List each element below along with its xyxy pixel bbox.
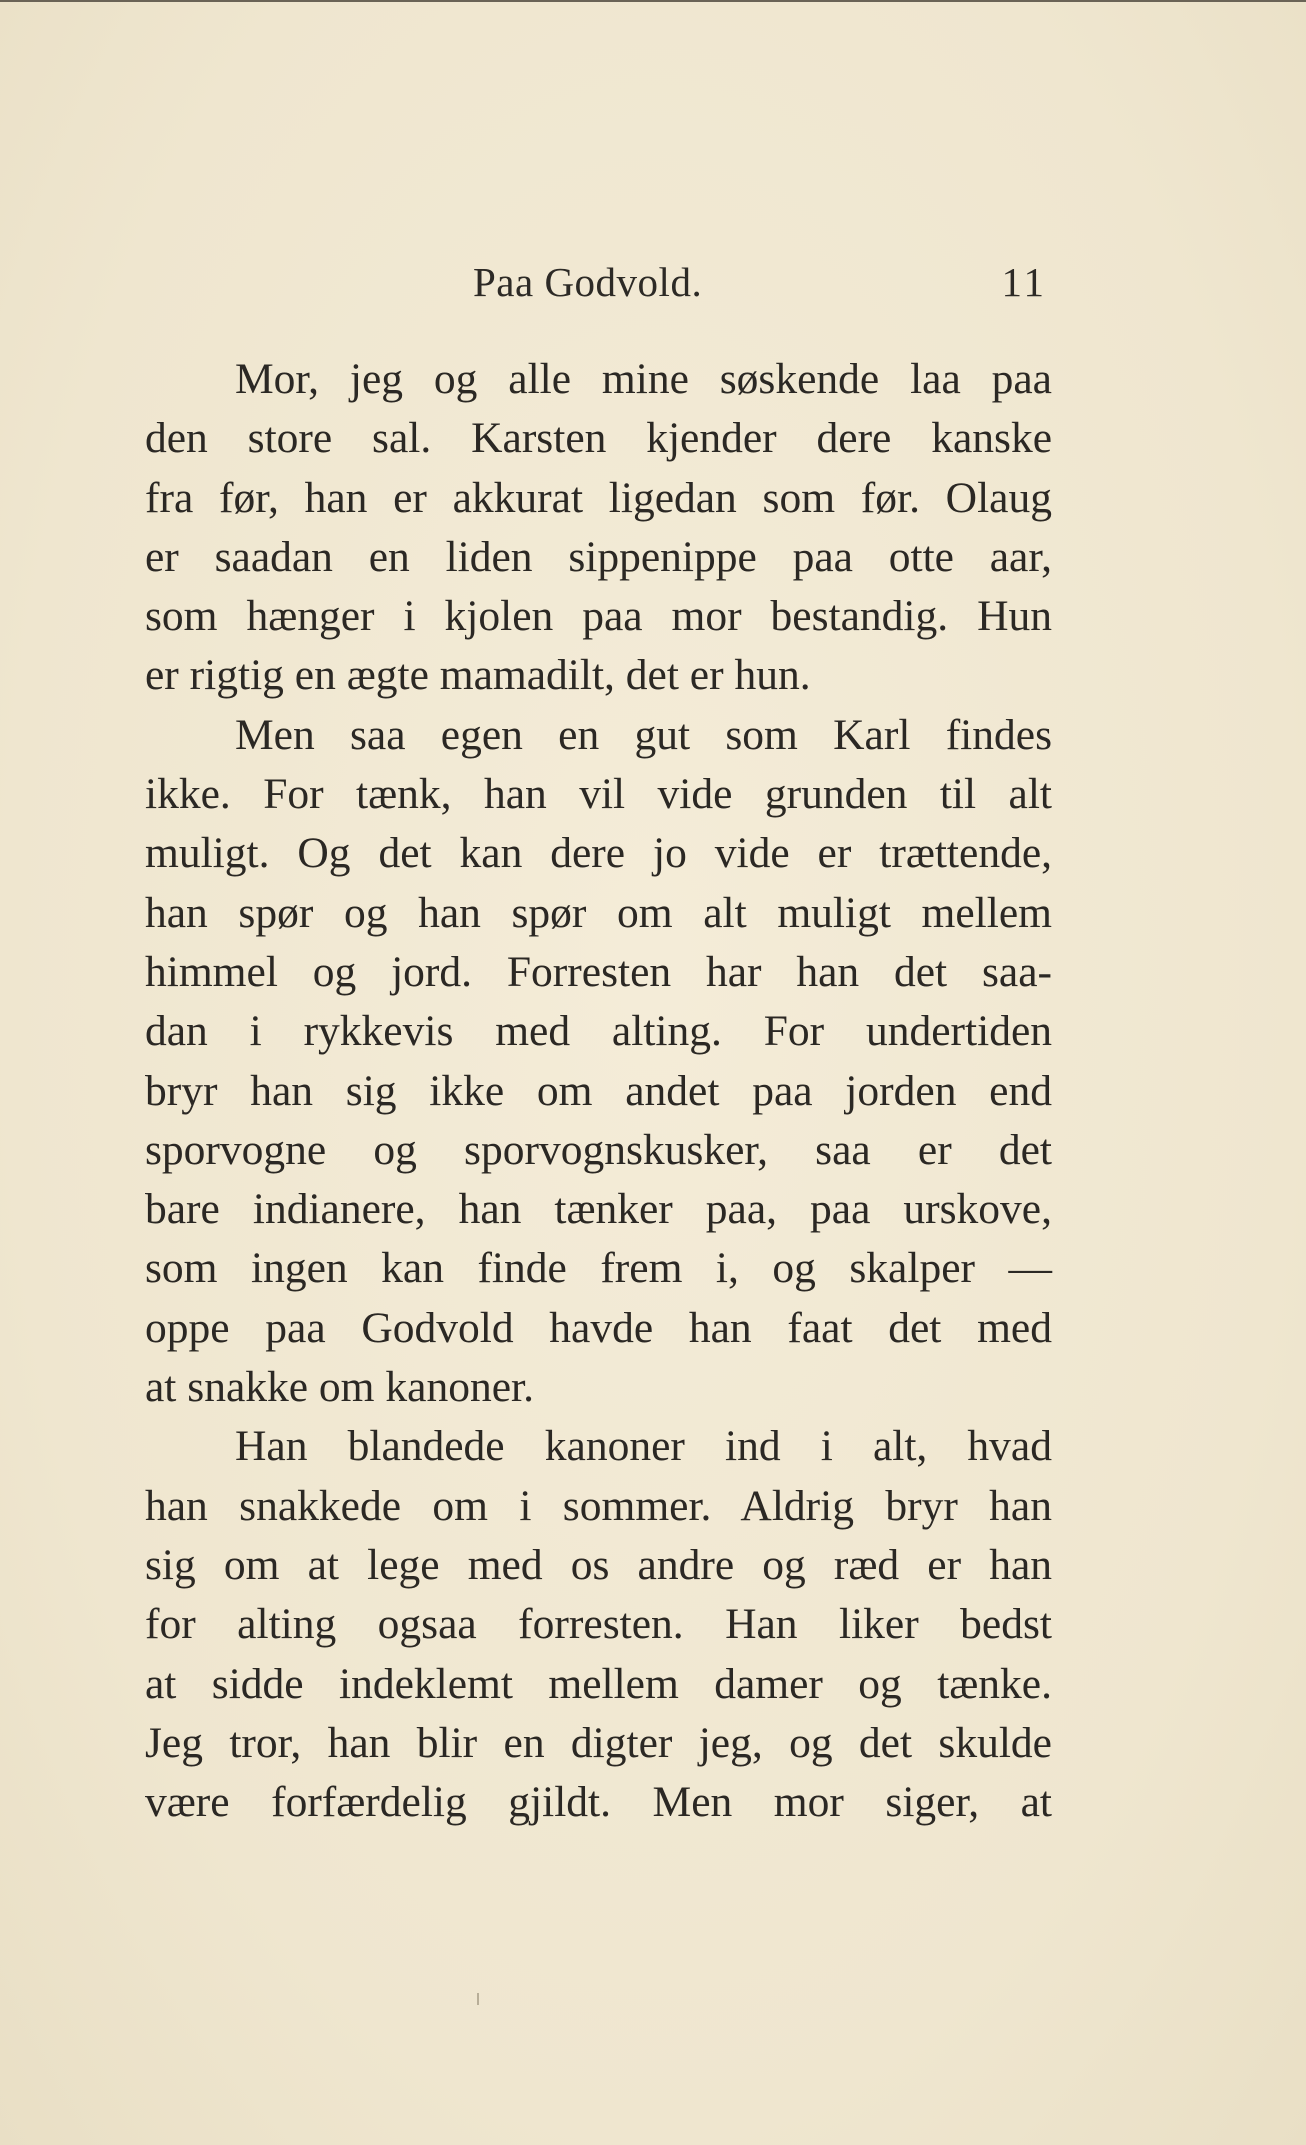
text-line: være forfærdelig gjildt. Men mor siger, at bbox=[145, 1778, 1052, 1827]
text-line: ikke. For tænk, han vil vide grunden til alt bbox=[145, 770, 1052, 819]
text-line: er rigtig en ægte mamadilt, det er hun. bbox=[145, 651, 811, 700]
text-line: bare indianere, han tænker paa, paa urskove, bbox=[145, 1185, 1052, 1234]
text-line: den store sal. Karsten kjender dere kanske bbox=[145, 414, 1052, 463]
text-line: som ingen kan finde frem i, og skalper — bbox=[145, 1244, 1052, 1293]
text-line: fra før, han er akkurat ligedan som før. Olaug bbox=[145, 473, 1052, 522]
page-top-edge bbox=[0, 0, 1306, 2]
text-line: for alting ogsaa forresten. Han liker bedst bbox=[145, 1600, 1052, 1649]
text-line: oppe paa Godvold havde han faat det med bbox=[145, 1303, 1052, 1352]
text-line: bryr han sig ikke om andet paa jorden end bbox=[145, 1066, 1052, 1115]
text-line: som hænger i kjolen paa mor bestandig. Hun bbox=[145, 592, 1052, 641]
text-line: Mor, jeg og alle mine søskende laa paa bbox=[235, 355, 1052, 403]
text-line: Han blandede kanoner ind i alt, hvad bbox=[235, 1422, 1052, 1471]
body-text bbox=[145, 350, 1052, 1832]
text-line: dan i rykkevis med alting. For undertiden bbox=[145, 1007, 1052, 1056]
paper-speck bbox=[477, 1993, 479, 2005]
text-line: Men saa egen en gut som Karl findes bbox=[235, 710, 1052, 759]
running-title: Paa Godvold. bbox=[473, 259, 703, 305]
text-line: sporvogne og sporvognskusker, saa er det bbox=[145, 1125, 1052, 1174]
text-line: han spør og han spør om alt muligt mellem bbox=[145, 888, 1052, 937]
page-header bbox=[145, 250, 1047, 320]
text-line: muligt. Og det kan dere jo vide er trættende, bbox=[145, 829, 1052, 878]
text-line: han snakkede om i sommer. Aldrig bryr han bbox=[145, 1481, 1052, 1530]
page-number: 11 bbox=[1001, 259, 1047, 305]
text-line: at snakke om kanoner. bbox=[145, 1363, 534, 1412]
text-line: Jeg tror, han blir en digter jeg, og det skulde bbox=[145, 1718, 1052, 1767]
text-line: er saadan en liden sippenippe paa otte aar, bbox=[145, 532, 1052, 581]
text-line: sig om at lege med os andre og ræd er han bbox=[145, 1540, 1052, 1589]
text-line: at sidde indeklemt mellem damer og tænke. bbox=[145, 1659, 1052, 1708]
text-line: himmel og jord. Forresten har han det saa- bbox=[145, 947, 1052, 996]
